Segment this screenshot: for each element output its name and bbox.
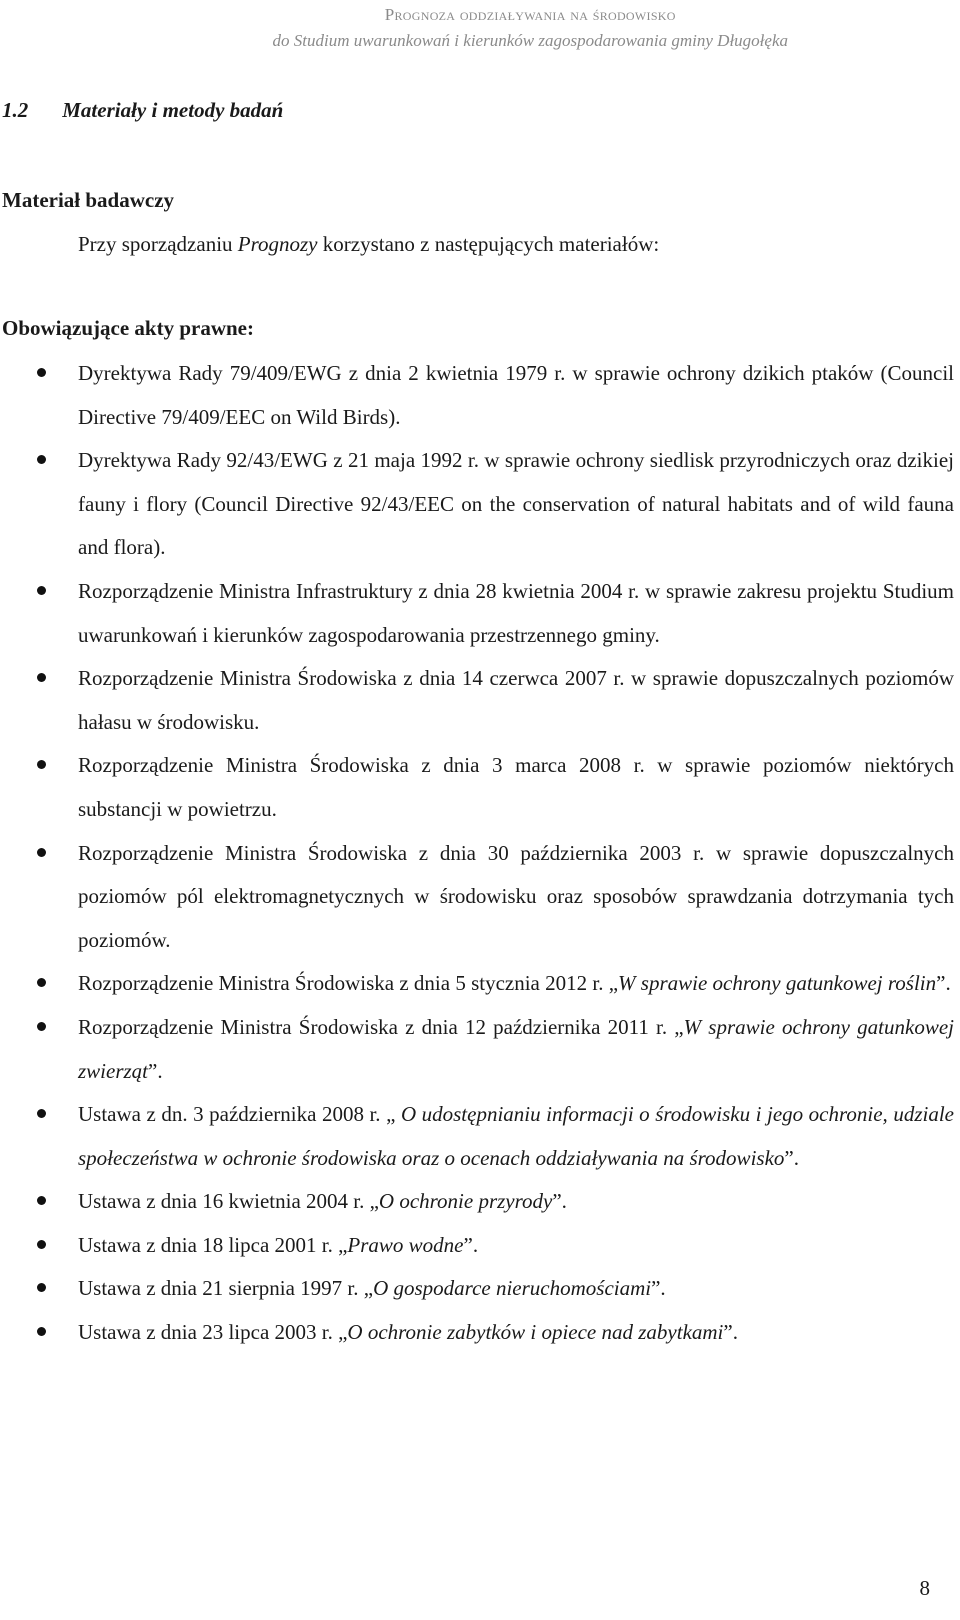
item-tail: ”. xyxy=(148,1058,163,1083)
list-item xyxy=(0,1224,958,1268)
item-tail: ”. xyxy=(463,1232,479,1257)
list-item xyxy=(0,657,958,744)
item-tail: ”. xyxy=(651,1276,666,1301)
item-text: Rozporządzenie Ministra Środowiska z dnia 5 stycznia 2012 r. „ xyxy=(78,971,619,996)
item-emphasis: O udostępnianiu informacji o środowisku i jego ochronie, udziale społeczeństwa w ochronie środowiska oraz o ocenach oddziaływania na środowisko xyxy=(78,1102,954,1170)
list-item xyxy=(0,1180,958,1224)
legal-acts-list xyxy=(0,352,958,1355)
list-item xyxy=(0,439,958,570)
item-text: Ustawa z dnia 23 lipca 2003 r. „ xyxy=(78,1320,348,1345)
list-item xyxy=(0,352,958,439)
item-emphasis: W sprawie ochrony gatunkowej roślin xyxy=(618,971,937,996)
item-text: Rozporządzenie Ministra Środowiska z dnia 12 października 2011 r. „ xyxy=(78,1014,684,1039)
list-item xyxy=(0,832,958,963)
item-text: Rozporządzenie Ministra Środowiska z dnia 3 marca 2008 r. w sprawie poziomów niektórych substancji w powietrzu. xyxy=(78,753,954,821)
list-item xyxy=(0,744,958,831)
intro-paragraph xyxy=(78,232,659,257)
list-item xyxy=(0,1267,958,1311)
page-number: 8 xyxy=(919,1576,930,1600)
item-emphasis: W sprawie ochrony gatunkowej zwierząt xyxy=(78,1014,954,1083)
item-tail: ”. xyxy=(552,1189,567,1214)
list-item xyxy=(0,570,958,657)
item-text: Dyrektywa Rady 92/43/EWG z 21 maja 1992 r. w sprawie ochrony siedlisk przyrodniczych oraz dzikiej fauny i flory (Council Directive 92/43/EEC on the conservation of natural habitats and of wild fauna and flora). xyxy=(78,448,954,560)
header-subtitle: do Studium uwarunkowań i kierunków zagospodarowania gminy Długołęka xyxy=(272,31,788,50)
item-text: Ustawa z dnia 16 kwietnia 2004 r. „ xyxy=(78,1189,379,1214)
item-tail: ”. xyxy=(723,1320,738,1345)
list-item xyxy=(0,962,958,1006)
legal-acts-heading: Obowiązujące akty prawne: xyxy=(2,316,254,340)
item-emphasis: O gospodarce nieruchomościami xyxy=(373,1276,652,1301)
item-text: Rozporządzenie Ministra Środowiska z dnia 30 października 2003 r. w sprawie dopuszczalnych poziomów pól elektromagnetycznych w środowisku oraz sposobów sprawdzania dotrzymania tych poziomów. xyxy=(78,840,954,952)
item-emphasis: O ochronie przyrody xyxy=(378,1189,553,1214)
list-item xyxy=(0,1093,958,1180)
section-title-text: Materiały i metody badań xyxy=(62,98,284,122)
list-item xyxy=(0,1006,958,1093)
header-title: Prognoza oddziaływania na środowisko xyxy=(384,5,676,24)
item-text: Rozporządzenie Ministra Środowiska z dnia 14 czerwca 2007 r. w sprawie dopuszczalnych poziomów hałasu w środowisku. xyxy=(78,666,954,734)
intro-after: korzystano z następujących materiałów: xyxy=(317,232,660,256)
item-emphasis: Prawo wodne xyxy=(347,1232,464,1257)
list-item xyxy=(0,1311,958,1355)
item-tail: ”. xyxy=(936,971,951,996)
item-text: Ustawa z dn. 3 października 2008 r. „ xyxy=(78,1102,401,1127)
item-tail: ”. xyxy=(784,1145,799,1170)
section-number: 1.2 xyxy=(2,98,29,122)
item-text: Rozporządzenie Ministra Infrastruktury z dnia 28 kwietnia 2004 r. w sprawie zakresu projektu Studium uwarunkowań i kierunków zagospodarowania przestrzennego gminy. xyxy=(78,578,954,647)
intro-emphasis: Prognozy xyxy=(237,232,318,256)
item-text: Ustawa z dnia 18 lipca 2001 r. „ xyxy=(78,1232,348,1257)
material-heading: Materiał badawczy xyxy=(2,188,175,212)
item-text: Ustawa z dnia 21 sierpnia 1997 r. „ xyxy=(78,1276,374,1301)
item-text: Dyrektywa Rady 79/409/EWG z dnia 2 kwietnia 1979 r. w sprawie ochrony dzikich ptaków (Council Directive 79/409/EEC on Wild Birds). xyxy=(78,361,954,429)
page-header xyxy=(273,2,789,54)
intro-before: Przy sporządzaniu xyxy=(78,232,238,256)
section-title xyxy=(2,98,283,123)
item-emphasis: O ochronie zabytków i opiece nad zabytkami xyxy=(347,1320,724,1345)
